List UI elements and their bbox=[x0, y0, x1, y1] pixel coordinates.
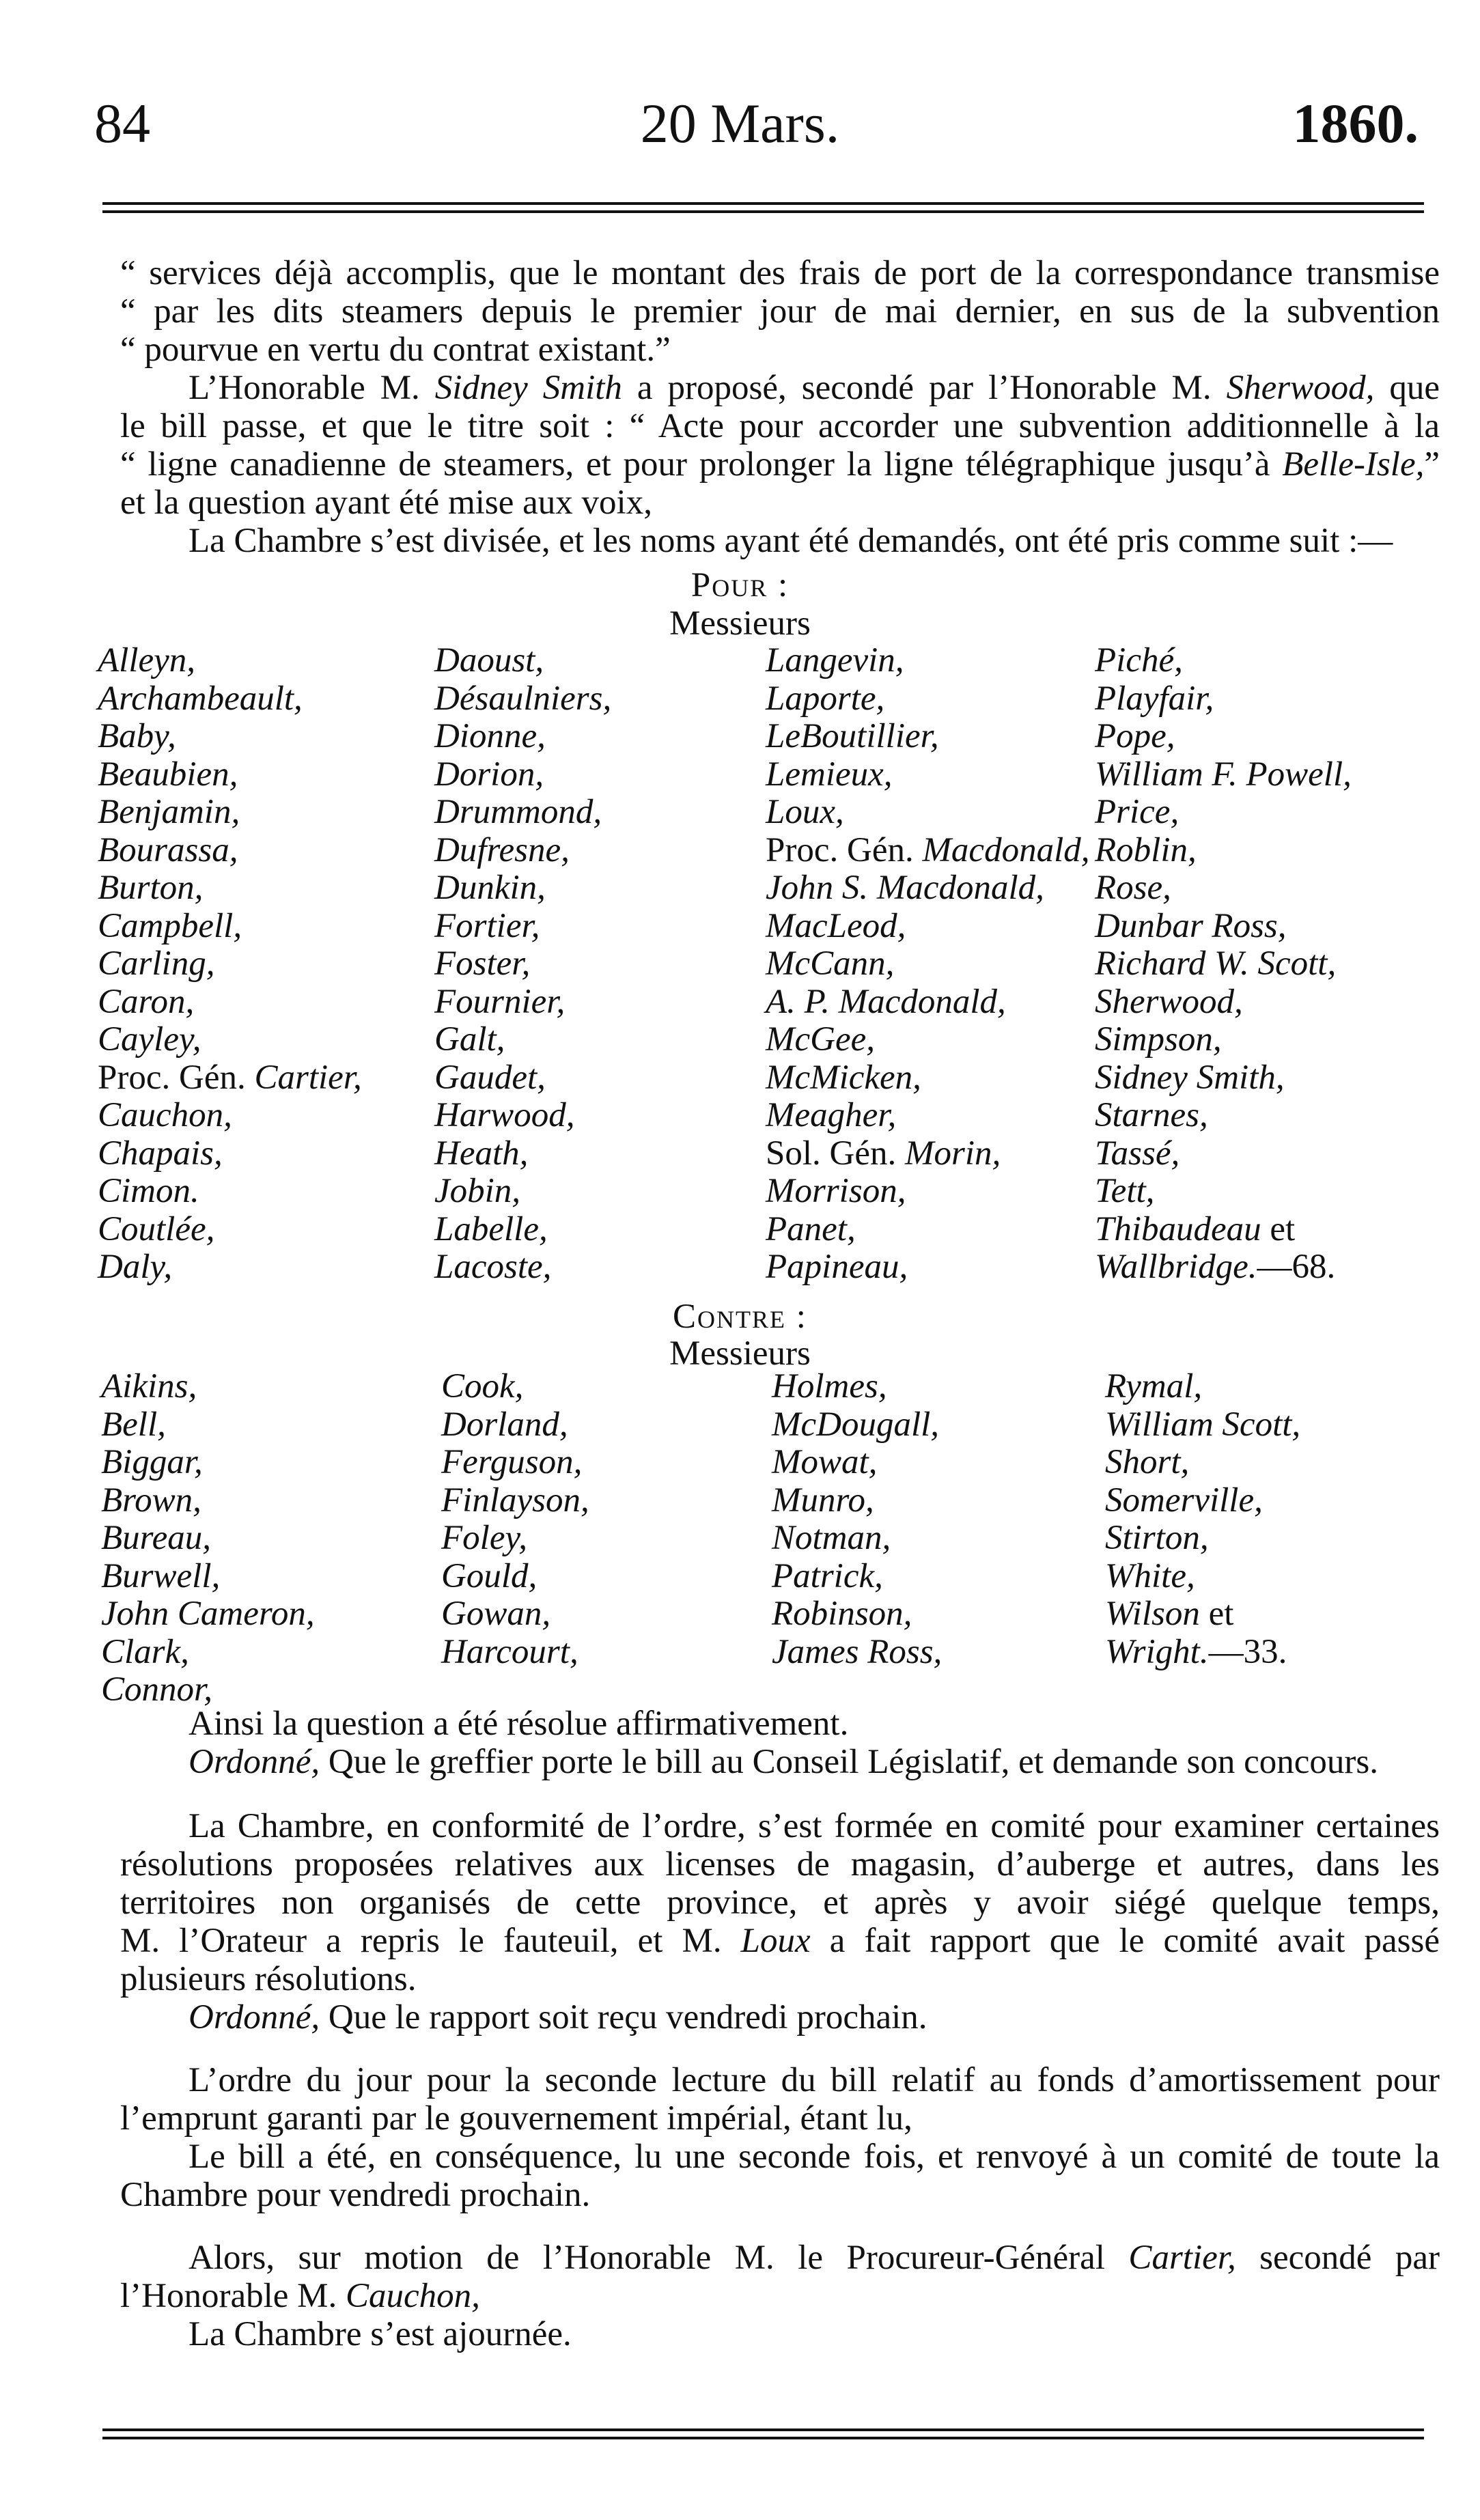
contre-name: Cook, bbox=[441, 1367, 524, 1405]
pour-name: Loux, bbox=[766, 793, 844, 831]
pour-name: Jobin, bbox=[434, 1172, 521, 1210]
pour-name: Heath, bbox=[434, 1134, 529, 1173]
adjourn-text: Alors, sur motion de l’Honorable M. le Procureur-Général bbox=[189, 2239, 1129, 2277]
pour-name: Cimon. bbox=[98, 1172, 199, 1210]
pour-name: Roblin, bbox=[1095, 830, 1197, 869]
contre-name: Bell, bbox=[101, 1405, 166, 1444]
pour-name-text: Wallbridge. bbox=[1095, 1248, 1257, 1286]
pour-name: Price, bbox=[1095, 793, 1179, 831]
top-double-rule bbox=[102, 202, 1424, 213]
contre-name: Finlayson, bbox=[441, 1481, 589, 1520]
pour-name: Bourassa, bbox=[98, 830, 238, 869]
motion-line-3 bbox=[120, 445, 1440, 484]
pour-name: Rose, bbox=[1095, 869, 1171, 907]
reading-line-4: Chambre pour vendredi prochain. bbox=[120, 2176, 591, 2214]
committee-text: M. l’Orateur a repris le fauteuil, et M. bbox=[120, 1922, 741, 1960]
page-number: 84 bbox=[94, 92, 150, 154]
contre-name: William Scott, bbox=[1105, 1405, 1301, 1444]
member-name: Cauchon, bbox=[346, 2277, 480, 2315]
pour-name: Burton, bbox=[98, 869, 204, 907]
contre-name bbox=[1105, 1595, 1300, 1634]
contre-name: Short, bbox=[1105, 1443, 1190, 1481]
title-prefix: Proc. Gén. bbox=[98, 1058, 255, 1097]
contre-name: Bureau, bbox=[101, 1519, 211, 1557]
page-date bbox=[0, 92, 1480, 154]
page-year: 1860. bbox=[1292, 92, 1419, 154]
pour-name: John S. Macdonald, bbox=[766, 869, 1044, 907]
pour-name: Starnes, bbox=[1095, 1096, 1208, 1134]
contre-name: Aikins, bbox=[101, 1367, 197, 1405]
reading-line-2: l’emprunt garanti par le gouvernement impérial, étant lu, bbox=[120, 2099, 912, 2138]
bottom-double-rule bbox=[102, 2428, 1424, 2439]
resolution-line-1: Ainsi la question a été résolue affirmativement. bbox=[189, 1705, 849, 1743]
pour-name: Fournier, bbox=[434, 982, 566, 1021]
pour-name: LeBoutillier, bbox=[766, 717, 939, 755]
contre-name: Robinson, bbox=[772, 1595, 912, 1633]
pour-name: Gaudet, bbox=[434, 1058, 546, 1097]
committee-line-6 bbox=[120, 1998, 1440, 2036]
contre-name: Clark, bbox=[101, 1632, 189, 1671]
pour-name-text: Cartier, bbox=[254, 1058, 362, 1097]
pour-name: Chapais, bbox=[98, 1134, 223, 1173]
contre-name: Connor, bbox=[101, 1670, 212, 1709]
contre-column-4 bbox=[1105, 1368, 1300, 1671]
pour-name: Sherwood, bbox=[1095, 982, 1243, 1021]
committee-line-3: territoires non organisés de cette province, et après y avoir siégé quelque temps, bbox=[120, 1884, 1440, 1922]
contre-name: Rymal, bbox=[1105, 1367, 1203, 1405]
continuation-line-3: “ pourvue en vertu du contrat existant.” bbox=[120, 331, 671, 369]
pour-name: Caron, bbox=[98, 982, 195, 1021]
contre-column-2 bbox=[441, 1368, 589, 1671]
pour-name: Fortier, bbox=[434, 906, 540, 945]
mover-name: Sidney Smith bbox=[434, 369, 622, 407]
contre-name: Brown, bbox=[101, 1481, 201, 1520]
pour-name: Papineau, bbox=[766, 1248, 908, 1286]
pour-name: Harwood, bbox=[434, 1096, 575, 1134]
pour-name: Playfair, bbox=[1095, 679, 1214, 718]
contre-name-text: Wilson bbox=[1105, 1595, 1200, 1633]
resolution-line-2 bbox=[120, 1743, 1440, 1781]
pour-name bbox=[1095, 1211, 1352, 1249]
pour-name: Sidney Smith, bbox=[1095, 1058, 1285, 1097]
contre-name: Notman, bbox=[772, 1519, 891, 1557]
contre-name: Mowat, bbox=[772, 1443, 878, 1481]
pour-name: Dorion, bbox=[434, 755, 544, 794]
title-prefix: Sol. Gén. bbox=[766, 1134, 905, 1173]
pour-name bbox=[1095, 1248, 1352, 1287]
continuation-line-2: “ par les dits steamers depuis le premier jour de mai dernier, en sus de la subvention bbox=[120, 292, 1440, 331]
contre-name: Gould, bbox=[441, 1556, 537, 1595]
pour-name: Piché, bbox=[1095, 641, 1183, 680]
pour-name: McMicken, bbox=[766, 1058, 921, 1097]
motion-line-5: La Chambre s’est divisée, et les noms ayant été demandés, ont été pris comme suit :— bbox=[189, 522, 1393, 560]
pour-name: William F. Powell, bbox=[1095, 755, 1352, 794]
pour-name: Dufresne, bbox=[434, 830, 570, 869]
pour-name: Tassé, bbox=[1095, 1134, 1180, 1173]
pour-column-1 bbox=[98, 642, 362, 1287]
pour-name: Richard W. Scott, bbox=[1095, 944, 1337, 983]
pour-name: Carling, bbox=[98, 944, 215, 983]
motion-text: “ ligne canadienne de steamers, et pour prolonger la ligne télégraphique jusqu’à bbox=[120, 445, 1283, 484]
pour-name: McGee, bbox=[766, 1020, 875, 1059]
pour-total: —68. bbox=[1257, 1248, 1336, 1286]
contre-name: McDougall, bbox=[772, 1405, 940, 1444]
contre-name: Dorland, bbox=[441, 1405, 568, 1444]
seconder-name: Sherwood, bbox=[1226, 369, 1375, 407]
member-name: Cartier, bbox=[1128, 2239, 1236, 2277]
committee-text: a fait rapport que le comité avait passé bbox=[810, 1922, 1440, 1960]
contre-name: Burwell, bbox=[101, 1556, 221, 1595]
contre-name: Harcourt, bbox=[441, 1632, 578, 1671]
conjunction: et bbox=[1199, 1595, 1234, 1633]
title-prefix: Proc. Gén. bbox=[766, 830, 923, 869]
pour-name: Archambeault, bbox=[98, 679, 303, 718]
pour-name: MacLeod, bbox=[766, 906, 906, 945]
pour-name: Galt, bbox=[434, 1020, 505, 1059]
committee-text: Que le rapport soit reçu vendredi prochain. bbox=[320, 1998, 927, 2036]
pour-name: Labelle, bbox=[434, 1209, 548, 1248]
pour-name: Dionne, bbox=[434, 717, 546, 755]
committee-line-5: plusieurs résolutions. bbox=[120, 1960, 417, 1998]
contre-name: John Cameron, bbox=[101, 1595, 315, 1633]
adjourn-line-2 bbox=[120, 2277, 1440, 2315]
committee-line-1: La Chambre, en conformité de l’ordre, s’est formée en comité pour examiner certaines bbox=[189, 1807, 1440, 1845]
ordonne-label: Ordonné, bbox=[189, 1743, 320, 1781]
contre-name: Foley, bbox=[441, 1519, 528, 1557]
pour-name: Lemieux, bbox=[766, 755, 893, 794]
pour-name: Drummond, bbox=[434, 793, 602, 831]
contre-name: Munro, bbox=[772, 1481, 874, 1520]
ordonne-label: Ordonné, bbox=[189, 1998, 320, 2036]
pour-name: Alleyn, bbox=[98, 641, 196, 680]
motion-text: L’Honorable M. bbox=[189, 369, 435, 407]
pour-name: Panet, bbox=[766, 1209, 856, 1248]
pour-name: Meagher, bbox=[766, 1096, 897, 1134]
contre-name: Patrick, bbox=[772, 1556, 883, 1595]
adjourn-text: secondé par bbox=[1235, 2239, 1440, 2277]
pour-name: Simpson, bbox=[1095, 1020, 1222, 1059]
pour-name bbox=[766, 1135, 1090, 1173]
pour-name: Benjamin, bbox=[98, 793, 240, 831]
contre-name: James Ross, bbox=[772, 1632, 943, 1671]
contre-name bbox=[1105, 1634, 1300, 1672]
place-name: Belle-Isle, bbox=[1282, 445, 1425, 484]
committee-line-4 bbox=[120, 1922, 1440, 1960]
contre-total: —33. bbox=[1208, 1632, 1287, 1671]
contre-name: Somerville, bbox=[1105, 1481, 1263, 1520]
pour-name: Baby, bbox=[98, 717, 176, 755]
adjourn-line-3: La Chambre s’est ajournée. bbox=[189, 2315, 572, 2353]
pour-name: Morrison, bbox=[766, 1172, 906, 1210]
pour-name: Dunkin, bbox=[434, 869, 546, 907]
page-date-text: 20 Mars. bbox=[640, 92, 840, 154]
contre-name: Ferguson, bbox=[441, 1443, 583, 1481]
pour-name: Daoust, bbox=[434, 641, 544, 680]
member-name: Loux bbox=[740, 1922, 811, 1960]
motion-text: a proposé, secondé par l’Honorable M. bbox=[622, 369, 1227, 407]
resolution-text: Que le greffier porte le bill au Conseil Législatif, et demande son concours. bbox=[320, 1743, 1378, 1781]
motion-text: ” bbox=[1424, 445, 1440, 484]
adjourn-text: l’Honorable M. bbox=[120, 2277, 346, 2315]
pour-name: Coutlée, bbox=[98, 1209, 215, 1248]
motion-line-2: le bill passe, et que le titre soit : “ Acte pour accorder une subvention additionnelle à la bbox=[120, 407, 1440, 445]
motion-line-4: et la question ayant été mise aux voix, bbox=[120, 484, 652, 522]
pour-subheading: Messieurs bbox=[669, 604, 811, 643]
pour-name: A. P. Macdonald, bbox=[766, 982, 1006, 1021]
contre-column-3 bbox=[772, 1368, 942, 1671]
pour-column-2 bbox=[434, 642, 611, 1287]
pour-name bbox=[98, 1059, 362, 1097]
motion-line-1 bbox=[120, 369, 1440, 407]
contre-column-1 bbox=[101, 1368, 315, 1709]
pour-name: Daly, bbox=[98, 1248, 173, 1286]
pour-name-text: Thibaudeau bbox=[1095, 1209, 1261, 1248]
pour-name: Cayley, bbox=[98, 1020, 201, 1059]
contre-name: Stirton, bbox=[1105, 1519, 1209, 1557]
contre-name: Holmes, bbox=[772, 1367, 887, 1405]
pour-name: McCann, bbox=[766, 944, 895, 983]
pour-name-text: Macdonald, bbox=[922, 830, 1090, 869]
contre-name: White, bbox=[1105, 1556, 1195, 1595]
contre-heading: Contre : bbox=[673, 1298, 807, 1336]
committee-line-2: résolutions proposées relatives aux licenses de magasin, d’auberge et autres, dans les bbox=[120, 1845, 1440, 1884]
adjourn-line-1 bbox=[120, 2239, 1440, 2277]
contre-name: Biggar, bbox=[101, 1443, 203, 1481]
motion-text: que bbox=[1374, 369, 1440, 407]
continuation-line-1: “ services déjà accomplis, que le montant des frais de port de la correspondance transmise bbox=[120, 254, 1440, 292]
contre-name-text: Wright. bbox=[1105, 1632, 1209, 1671]
pour-name: Tett, bbox=[1095, 1172, 1155, 1210]
pour-name: Campbell, bbox=[98, 906, 242, 945]
pour-name bbox=[766, 832, 1090, 870]
pour-name: Laporte, bbox=[766, 679, 885, 718]
pour-name-text: Morin, bbox=[905, 1134, 1001, 1173]
pour-column-3 bbox=[766, 642, 1090, 1287]
pour-name: Langevin, bbox=[766, 641, 904, 680]
pour-name: Beaubien, bbox=[98, 755, 238, 794]
pour-name: Désaulniers, bbox=[434, 679, 612, 718]
reading-line-3: Le bill a été, en conséquence, lu une seconde fois, et renvoyé à un comité de toute la bbox=[189, 2138, 1440, 2176]
conjunction: et bbox=[1261, 1209, 1296, 1248]
pour-name: Lacoste, bbox=[434, 1248, 552, 1286]
pour-name: Cauchon, bbox=[98, 1096, 232, 1134]
pour-name: Pope, bbox=[1095, 717, 1175, 755]
pour-heading: Pour : bbox=[690, 566, 790, 604]
contre-name: Gowan, bbox=[441, 1595, 551, 1633]
contre-subheading: Messieurs bbox=[669, 1334, 811, 1373]
reading-line-1: L’ordre du jour pour la seconde lecture du bill relatif au fonds d’amortissement pour bbox=[189, 2061, 1440, 2099]
pour-column-4 bbox=[1095, 642, 1352, 1287]
pour-name: Dunbar Ross, bbox=[1095, 906, 1287, 945]
pour-name: Foster, bbox=[434, 944, 531, 983]
